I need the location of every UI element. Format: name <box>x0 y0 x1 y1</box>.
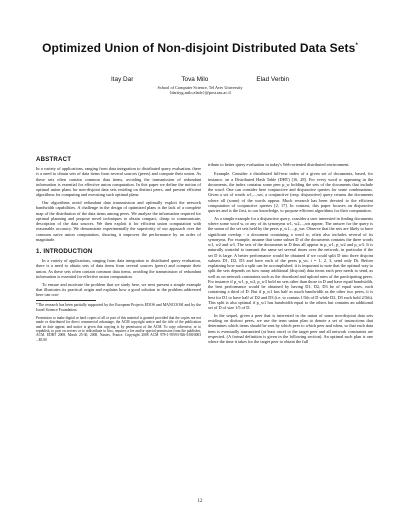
abstract-paragraph-2: Our algorithms avoid redundant data transmission and optimally exploit the network bandwidth capabilities. A challenge in the design of optimized plans is the lack of a complete map of the distribution of the data items among peers. We analyze the information required for optimal planning and propose novel techniques to obtain compact, cheap to communicate, description of the data sources. We then exploit it for efficient union computation with reasonable accuracy. We demonstrate experimentally the superiority of our approach over the common naive union computation, showing it improves the performance by an order of magnitude. <box>36 200 201 242</box>
funding-footnote: *The research has been partially supported by the European Projects EDOS and MANCOOSI and by the Israel Science Foundation. <box>36 303 201 312</box>
right-column <box>208 162 373 347</box>
left-column <box>36 156 201 342</box>
author-emails: {darityg,milo,eladv}@post.tau.ac.il <box>169 90 231 96</box>
paper-title <box>20 39 380 55</box>
author-3: Elad Verbin <box>256 76 290 83</box>
author-1: Itay Dar <box>110 76 134 83</box>
intro-paragraph-1: In a variety of applications, ranging from data integration to distributed query evaluation, there is a need to obtain sets of data items from several sources (peers) and compute their union. As these sets often contain common data items, avoiding the transmission of redundant information is essential for effective union computation. <box>36 258 201 279</box>
right-paragraph-4: In the sequel, given a peer that is interested in the union of some non-disjoint data sets residing on distinct peers, we use the term union plan to denote a set of instructions that determines which items should be sent by which peer to which peer and when, so that each data item is eventually transmitted (at least once) to the target peer and all network constraints are respected. (A formal definition is given in the following section). An optimal such plan is one where the time it takes for the target peer to obtain the full <box>208 312 373 344</box>
title-footnote-mark: * <box>355 43 358 49</box>
abstract-heading: ABSTRACT <box>36 156 72 163</box>
affiliation: School of Computer Science, Tel Aviv University <box>157 85 243 90</box>
footnote-rule <box>36 300 96 301</box>
example-paragraph: Example. Consider a distributed full-text index of a given set of documents, based, for instance, on a Distributed Hash Table (DHT) [16, 28]. For every word w appearing in the documents, the index contains some peer p_w holding the sets of the documents that include the word. One can consider here conjunctive and disjunctive queries for some combinations. Given a set of words w1,...,wn, a conjunctive (resp. disjunctive) query returns the documents where all (some) of the words appear. Much research has been devoted to the efficient computation of conjunctive queries [2, 17]. In contrast, this paper focuses on disjunctive queries and is the first, to our knowledge, to propose efficient algorithms for their computation. <box>208 171 373 213</box>
author-2: Tova Milo <box>181 76 209 83</box>
intro-paragraph-2: To ensure and motivate the problem that we study here, we next present a simple example that illustrates its practical origin and explains how a good solution to the problem addressed here can con- <box>36 281 201 297</box>
abstract-paragraph-1: In a variety of applications, ranging from data integration to distributed query evaluation, there is a need to obtain sets of data items from several sources (peers) and compute their union. As these sets often contain common data items, avoiding the transmission of redundant information is essential for effective union computation. In this paper we define the notion of optimal union plans for non-disjoint data sets residing on distinct peers, and present efficient algorithms for computing and executing such optimal plans. <box>36 166 201 198</box>
permission-notice: Permission to make digital or hard copies of all or part of this material is granted provided that the copies are not made or distributed for direct commercial advantage, the ACM copyright notice and the title of the publication and its date appear, and notice is given that copying is by permission of the ACM. To copy otherwise, or to republish, to post on servers or to redistribute to lists, requires a fee and/or special permission from the publisher, ACM. EDBT 2008, March 25-30, 2008, Nantes, France. Copyright 2008 ACM 978-1-59593-926-5/08/0003 ...$5.00 <box>36 315 201 342</box>
title-text: Optimized Union of Non-disjoint Distributed Data Sets <box>42 41 356 55</box>
page-number: 12 <box>197 499 203 504</box>
affiliation-block <box>20 85 380 96</box>
introduction-heading: 1. INTRODUCTION <box>36 248 93 255</box>
right-paragraph-3: As a simple example for a disjunctive query, consider a user interested in finding documents where some word w, or any of its synonyms w1, w2,...,wn appear. The answer for the query is the union of the set sets held by the peers p_w1,...,p_wn. Observe that the sets are likely to have significant overlap - a document containing a word w, often also includes several of its synonyms. For example, assume that some subset D of the documents contains the three words w1, w2 and w3. The sets of the documents in D thus all appear in p_w1, p_w2 and p_w3. It is naturally wasteful to transmit the same set several times over the network, in particular if the set D is large. A better performance would be obtained if we could split D into three disjoint subsets D1, D2, D3 and have each of the peers p_wi, i = 1, 2, 3, send only Di. Before explaining how such a split can be accomplished, it is important to note that the optimal way to split the sets depends on how many additional (disjoint) data items each peer needs to send, as well as on network constraints such as the download and upload rates of the participating peers. For instance if p_w1, p_w2, p_w3 hold no sets other than those in D and have equal bandwidth, the best performance would be obtained by having D1, D2, D3 be of equal sizes, each containing a third of D. But if p_w1 has half as much bandwidth as the other two peers, it is best for D1 to have half of D2 and D3 (i.e. to contain 1/5th of D while D2, D3 each hold 2/5th). This split is also optimal if p_w1 has bandwidth equal to the others but contains an additional set of D of size 1/5 of D. <box>208 215 373 310</box>
author-list <box>20 76 380 84</box>
right-paragraph-1: tribute to better query evaluation in today's Web-oriented distributed environment. <box>208 162 350 167</box>
